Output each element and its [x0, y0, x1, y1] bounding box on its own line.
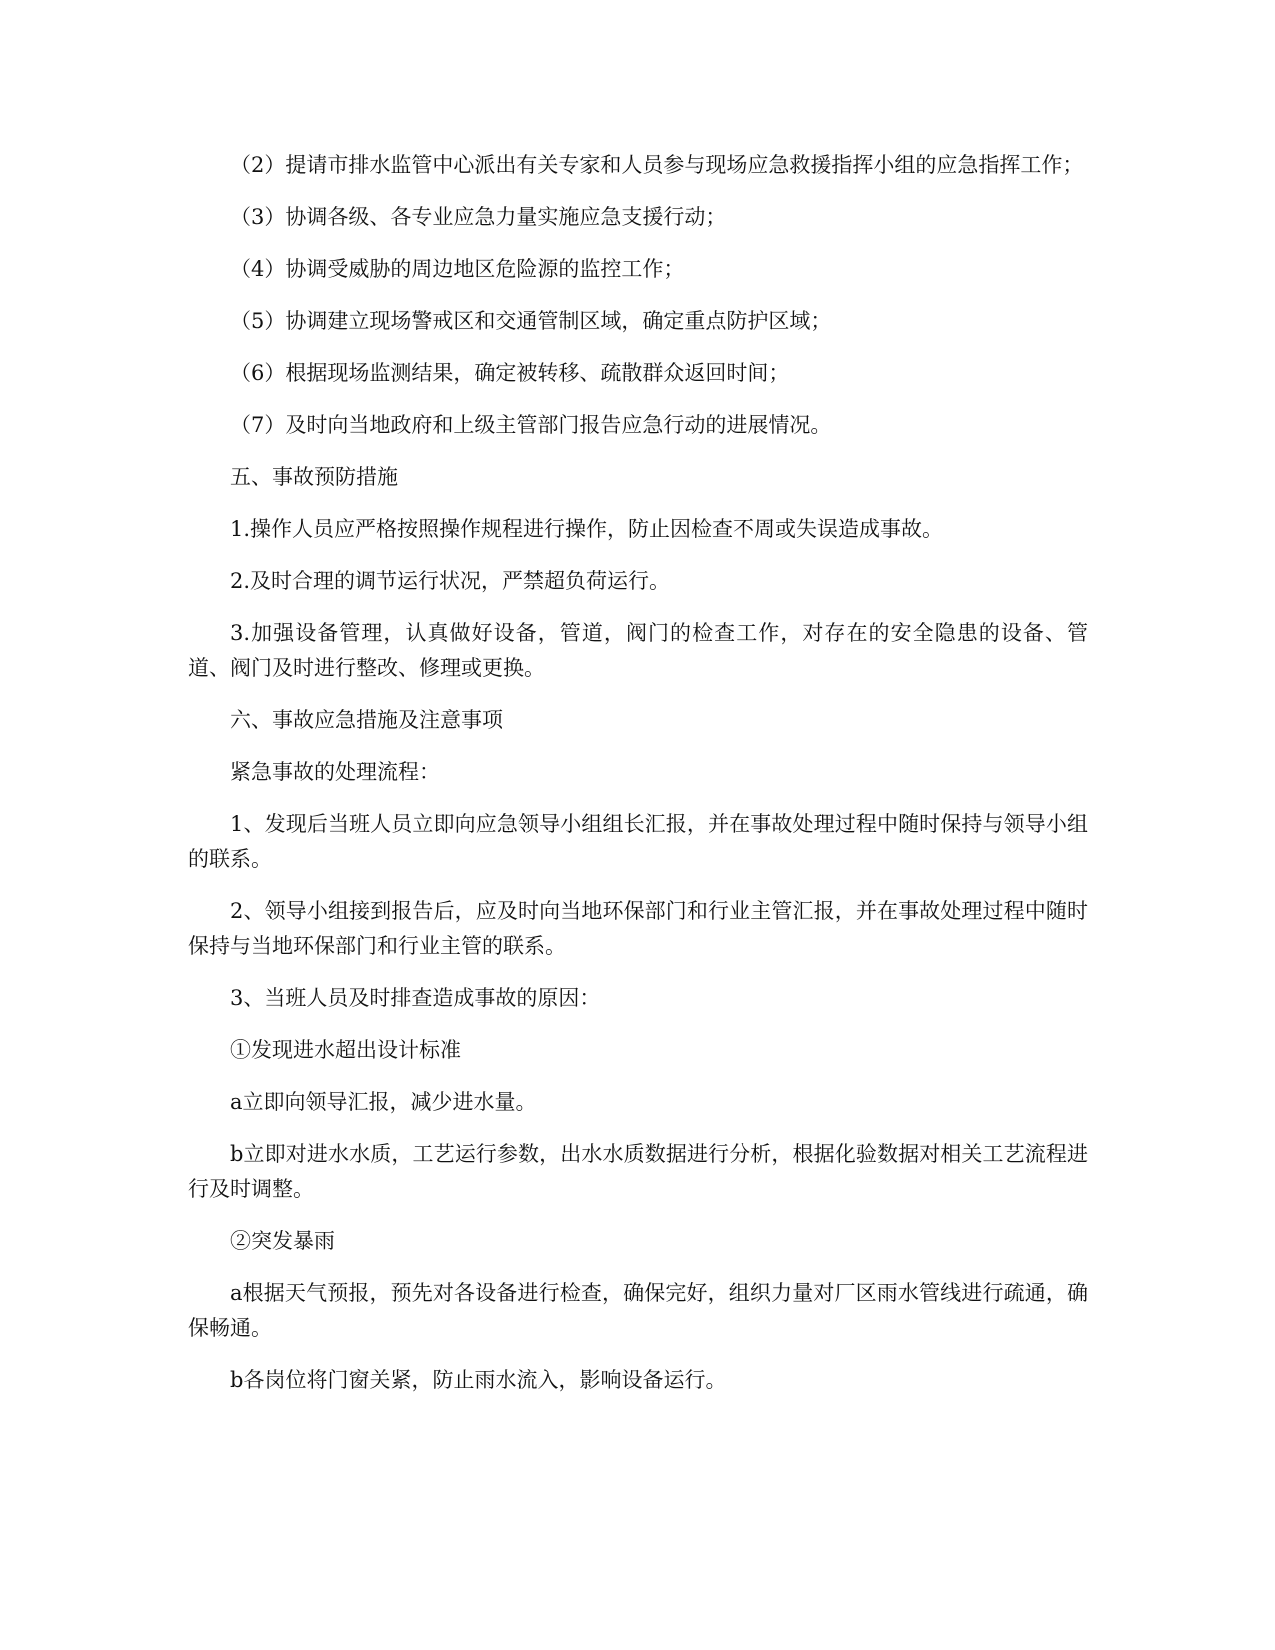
cause-inflow-b: b立即对进水水质，工艺运行参数，出水水质数据进行分析，根据化验数据对相关工艺流程进行及时调整。	[188, 1142, 1088, 1201]
process-heading: 紧急事故的处理流程：	[230, 760, 440, 784]
document-body	[188, 148, 1088, 1415]
paragraph-item-6: （6）根据现场监测结果，确定被转移、疏散群众返回时间；	[230, 361, 790, 385]
paragraph-item-3: （3）协调各级、各专业应急力量实施应急支援行动；	[230, 205, 727, 229]
prevention-item-1: 1.操作人员应严格按照操作规程进行操作，防止因检查不周或失误造成事故。	[230, 517, 944, 541]
cause-heading-inflow: ①发现进水超出设计标准	[230, 1038, 461, 1062]
paragraph-item-7: （7）及时向当地政府和上级主管部门报告应急行动的进展情况。	[230, 413, 832, 437]
prevention-item-3: 3.加强设备管理，认真做好设备，管道，阀门的检查工作，对存在的安全隐患的设备、管道、阀门及时进行整改、修理或更换。	[188, 621, 1088, 680]
paragraph-item-5: （5）协调建立现场警戒区和交通管制区域，确定重点防护区域；	[230, 309, 832, 333]
cause-inflow-a: a立即向领导汇报，减少进水量。	[230, 1090, 537, 1114]
paragraph-item-4: （4）协调受威胁的周边地区危险源的监控工作；	[230, 257, 685, 281]
cause-rainstorm-a: a根据天气预报，预先对各设备进行检查，确保完好，组织力量对厂区雨水管线进行疏通，确保畅通。	[188, 1281, 1088, 1340]
cause-rainstorm-b: b各岗位将门窗关紧，防止雨水流入，影响设备运行。	[230, 1368, 727, 1392]
section-heading-emergency: 六、事故应急措施及注意事项	[230, 708, 503, 732]
process-item-2: 2、领导小组接到报告后，应及时向当地环保部门和行业主管汇报，并在事故处理过程中随时保持与当地环保部门和行业主管的联系。	[188, 899, 1088, 958]
prevention-item-2: 2.及时合理的调节运行状况，严禁超负荷运行。	[230, 569, 671, 593]
paragraph-item-2: （2）提请市排水监管中心派出有关专家和人员参与现场应急救援指挥小组的应急指挥工作；	[230, 153, 1084, 177]
process-item-3: 3、当班人员及时排查造成事故的原因：	[230, 986, 601, 1010]
section-heading-prevention: 五、事故预防措施	[230, 465, 398, 489]
cause-heading-rainstorm: ②突发暴雨	[230, 1229, 335, 1253]
process-item-1: 1、发现后当班人员立即向应急领导小组组长汇报，并在事故处理过程中随时保持与领导小组的联系。	[188, 812, 1088, 871]
